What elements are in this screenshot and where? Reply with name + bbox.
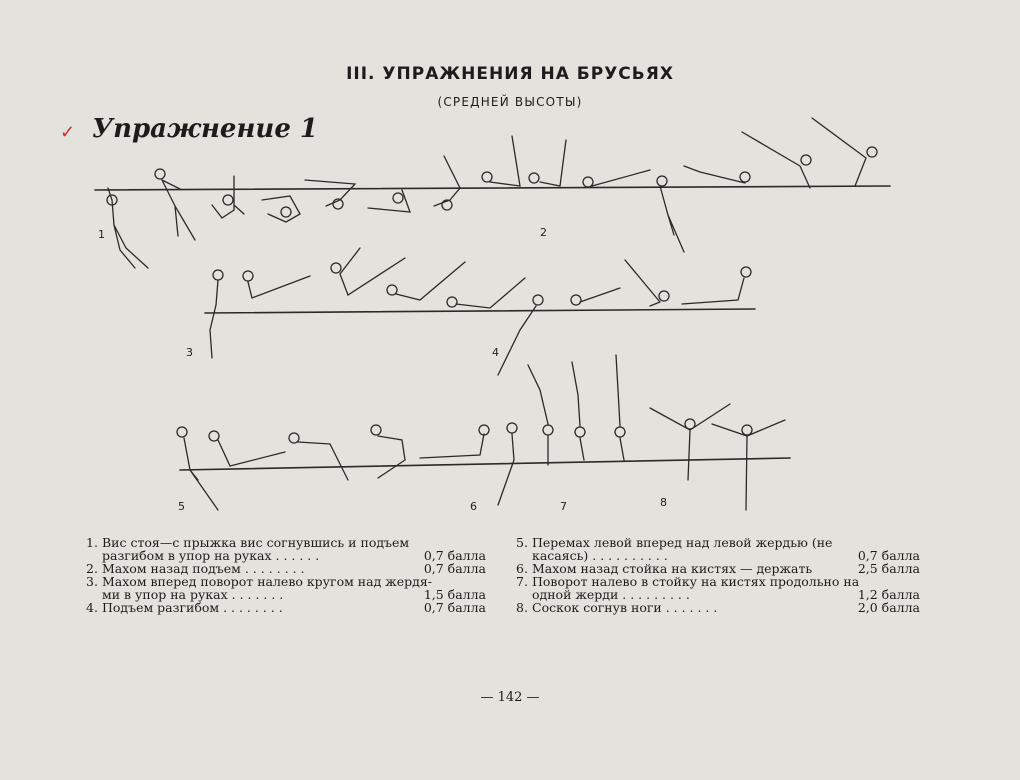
- check-mark: ✓: [60, 122, 76, 143]
- figure-label: 5: [178, 500, 185, 513]
- bar-row-2: [205, 309, 755, 313]
- row-1-figures: [107, 118, 877, 268]
- score-value: 2,5 балла: [857, 561, 920, 576]
- list-item: 2. Махом назад подъем . . . . . . . . 0,7 балла: [86, 561, 486, 576]
- list-item: 7. Поворот налево в стойку на кистях продольно на одной жерди . . . . . . . . . 1,2 балла: [516, 574, 920, 602]
- score-value: 1,2 балла: [857, 587, 920, 602]
- score-value: 2,0 балла: [857, 600, 920, 615]
- figure-label: 8: [660, 496, 667, 509]
- figure-label: 3: [186, 346, 193, 359]
- exercise-heading: Упражнение 1: [92, 114, 319, 144]
- list-item: 4. Подъем разгибом . . . . . . . . 0,7 балла: [86, 600, 486, 615]
- list-item: 5. Перемах левой вперед над левой жердью (не касаясь) . . . . . . . . . . 0,7 балла: [516, 535, 920, 563]
- list-item: 6. Махом назад стойка на кистях — держать 2,5 балла: [516, 561, 920, 576]
- score-value: 0,7 балла: [857, 548, 920, 563]
- bar-row-1: [95, 186, 890, 190]
- list-item: 3. Махом вперед поворот налево кругом над жердя- ми в упор на руках . . . . . . . 1,5 балла: [86, 574, 486, 602]
- score-value: 1,5 балла: [423, 587, 486, 602]
- figure-label: 6: [470, 500, 477, 513]
- list-item: 8. Соскок согнув ноги . . . . . . . 2,0 балла: [516, 600, 920, 615]
- score-value: 0,7 балла: [423, 548, 486, 563]
- scoring-list-left: [86, 536, 486, 614]
- scoring-list-right: [516, 536, 920, 614]
- score-value: 0,7 балла: [423, 600, 486, 615]
- figure-label: 1: [98, 228, 105, 241]
- figure-label: 2: [540, 226, 547, 239]
- list-item: 1. Вис стоя—с прыжка вис согнувшись и подъем разгибом в упор на руках . . . . . . 0,7 балла: [86, 535, 486, 563]
- page-subtitle: (СРЕДНЕЙ ВЫСОТЫ): [437, 95, 583, 109]
- figure-label: 7: [560, 500, 567, 513]
- page-number: — 142 —: [480, 690, 540, 705]
- score-value: 0,7 балла: [423, 561, 486, 576]
- row-3-figures: [177, 355, 785, 510]
- page-title: III. УПРАЖНЕНИЯ НА БРУСЬЯХ: [346, 64, 674, 84]
- bar-row-3: [180, 458, 790, 470]
- figure-label: 4: [492, 346, 499, 359]
